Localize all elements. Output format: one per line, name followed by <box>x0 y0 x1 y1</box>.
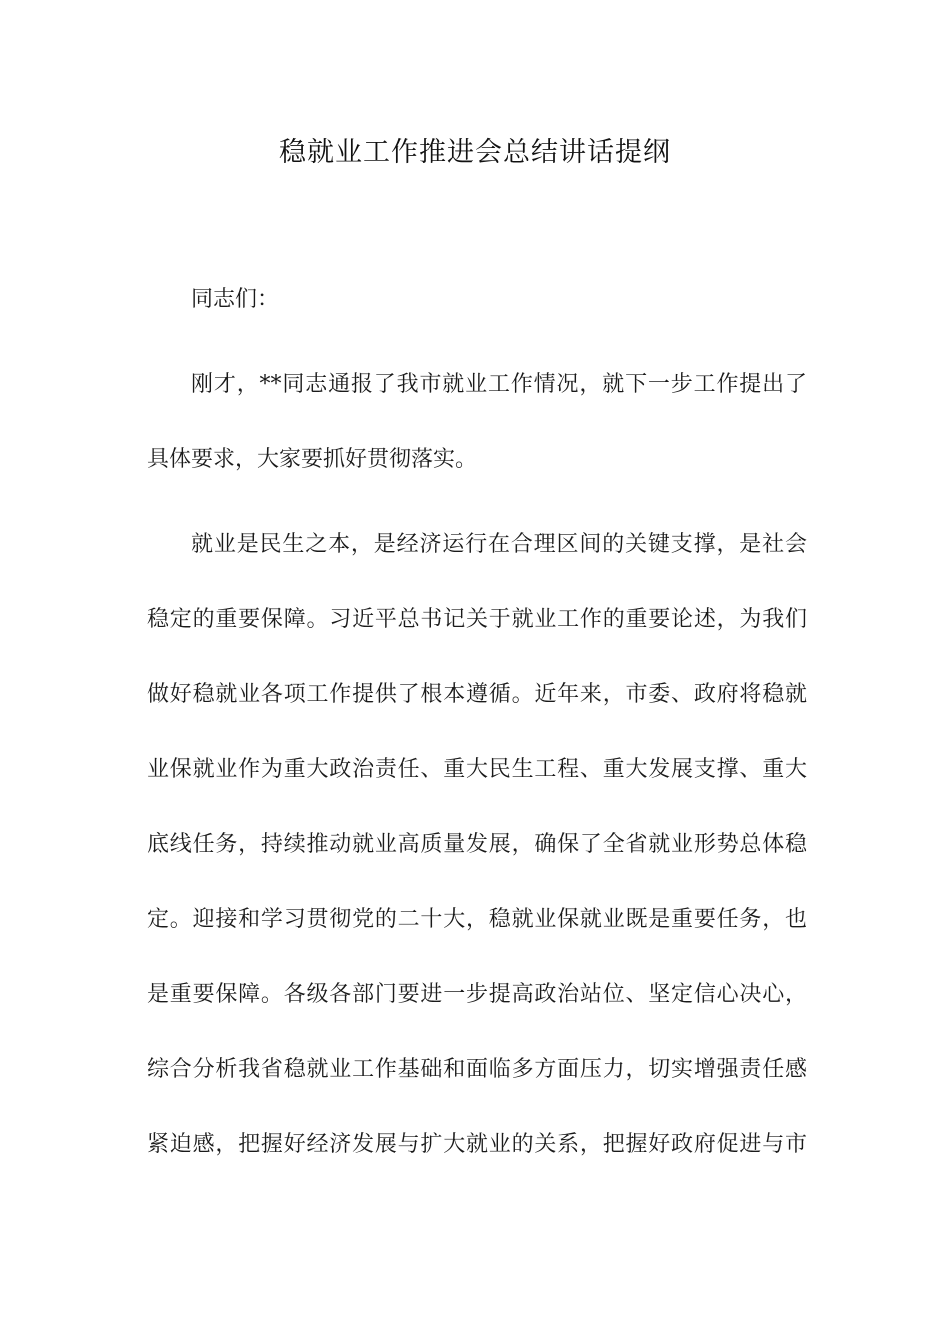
document-title: 稳就业工作推进会总结讲话提纲 <box>279 137 671 168</box>
paragraph-line: 紧迫感，把握好经济发展与扩大就业的关系，把握好政府促进与市 <box>147 1132 807 1157</box>
paragraph-line: 刚才，**同志通报了我市就业工作情况，就下一步工作提出了 <box>191 372 807 397</box>
paragraph-line: 做好稳就业各项工作提供了根本遵循。近年来，市委、政府将稳就 <box>147 682 807 707</box>
paragraph-line: 是重要保障。各级各部门要进一步提高政治站位、坚定信心决心， <box>147 982 807 1007</box>
paragraph-line: 综合分析我省稳就业工作基础和面临多方面压力，切实增强责任感 <box>147 1057 807 1082</box>
paragraph-line: 就业是民生之本，是经济运行在合理区间的关键支撑，是社会 <box>191 532 807 557</box>
paragraph-line: 底线任务，持续推动就业高质量发展，确保了全省就业形势总体稳 <box>147 832 807 857</box>
salutation: 同志们： <box>191 287 280 312</box>
paragraph-line: 定。迎接和学习贯彻党的二十大，稳就业保就业既是重要任务，也 <box>147 907 807 932</box>
paragraph-line: 具体要求，大家要抓好贯彻落实。 <box>147 447 478 472</box>
paragraph-line: 业保就业作为重大政治责任、重大民生工程、重大发展支撑、重大 <box>147 757 807 782</box>
paragraph-line: 稳定的重要保障。习近平总书记关于就业工作的重要论述，为我们 <box>147 607 807 632</box>
